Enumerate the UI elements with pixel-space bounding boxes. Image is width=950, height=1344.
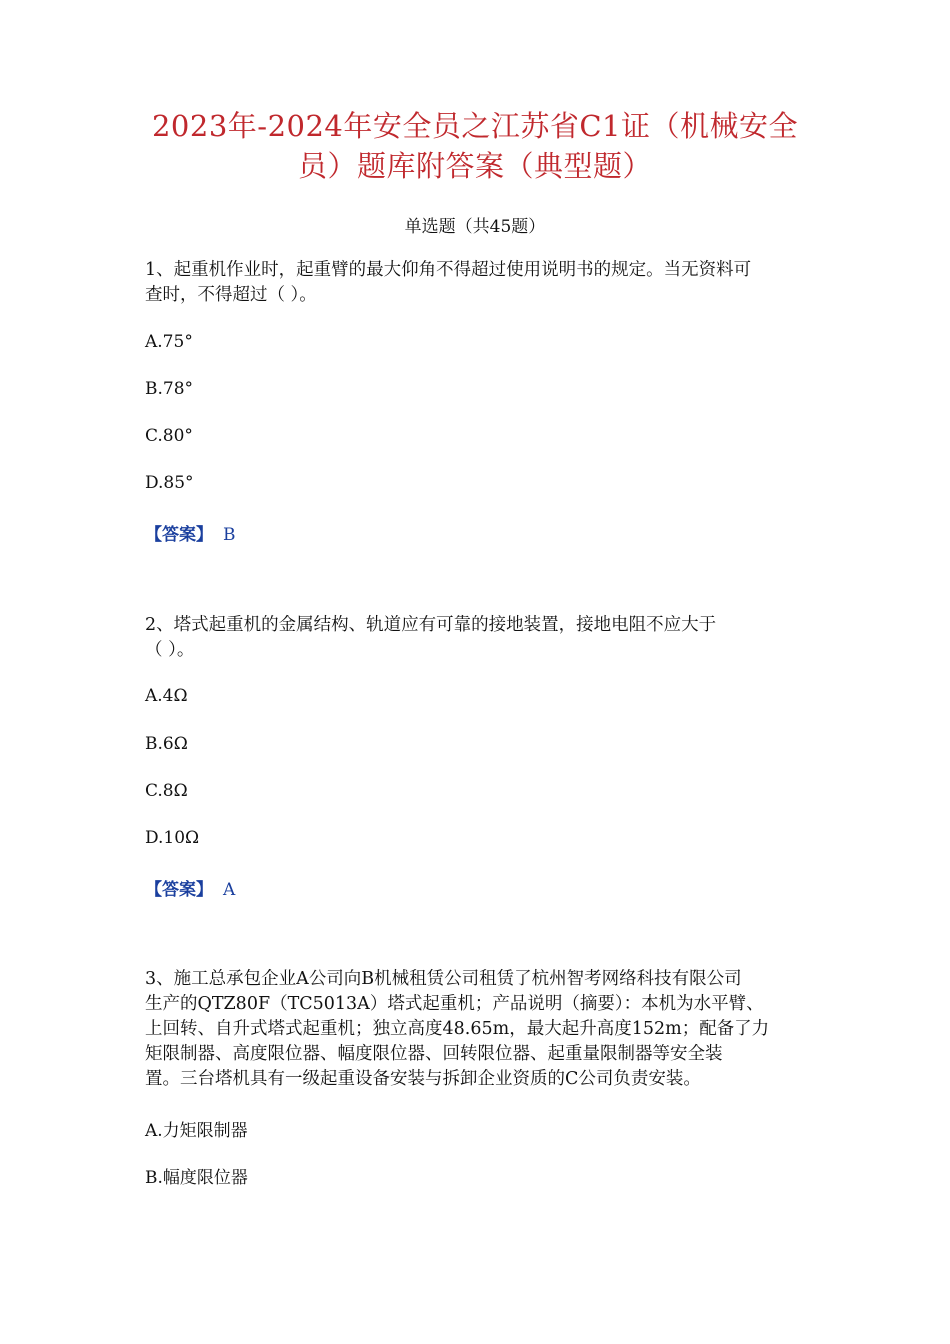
question-3-line-5: 置。三台塔机具有一级起重设备安装与拆卸企业资质的C公司负责安装。 xyxy=(145,1069,701,1089)
question-2-option-a: A.4Ω xyxy=(145,686,188,706)
answer-label: 【答案】 xyxy=(145,525,213,545)
question-3-line-1: 3、施工总承包企业A公司向B机械租赁公司租赁了杭州智考网络科技有限公司 xyxy=(145,969,742,989)
question-2-option-d: D.10Ω xyxy=(145,828,200,848)
question-2-text xyxy=(145,613,810,663)
question-3-text xyxy=(145,967,810,1092)
question-3-line-2: 生产的QTZ80F（TC5013A）塔式起重机；产品说明（摘要）：本机为水平臂、 xyxy=(145,994,764,1014)
question-1-line-1: 1、起重机作业时，起重臂的最大仰角不得超过使用说明书的规定。当无资料可 xyxy=(145,260,752,280)
question-2-option-b: B.6Ω xyxy=(145,734,188,754)
question-1-option-c: C.80° xyxy=(145,426,193,446)
document-title-line-1: 2023年-2024年安全员之江苏省C1证（机械安全 xyxy=(151,109,799,143)
question-2-line-2: （ ）。 xyxy=(145,640,195,660)
question-1-answer xyxy=(145,520,236,545)
answer-value: B xyxy=(223,525,236,545)
question-3-option-b: B.幅度限位器 xyxy=(145,1168,248,1188)
question-3-option-a: A.力矩限制器 xyxy=(145,1121,248,1141)
question-3-line-4: 矩限制器、高度限位器、幅度限位器、回转限位器、起重量限制器等安全装 xyxy=(145,1044,723,1064)
question-1-option-a: A.75° xyxy=(145,332,193,352)
question-3-line-3: 上回转、自升式塔式起重机；独立高度48.65m，最大起升高度152m；配备了力 xyxy=(145,1019,770,1039)
question-2-option-c: C.8Ω xyxy=(145,781,188,801)
question-1-line-2: 查时，不得超过（ ）。 xyxy=(145,285,317,305)
answer-label: 【答案】 xyxy=(145,880,213,900)
question-1-option-d: D.85° xyxy=(145,473,194,493)
question-2-line-1: 2、塔式起重机的金属结构、轨道应有可靠的接地装置，接地电阻不应大于 xyxy=(145,615,717,635)
section-heading: 单选题（共45题） xyxy=(404,217,546,237)
question-1-option-b: B.78° xyxy=(145,379,194,399)
question-2-answer xyxy=(145,875,235,900)
answer-value: A xyxy=(223,880,236,900)
question-1-text xyxy=(145,258,810,308)
document-title-line-2: 员）题库附答案（典型题） xyxy=(297,149,652,183)
